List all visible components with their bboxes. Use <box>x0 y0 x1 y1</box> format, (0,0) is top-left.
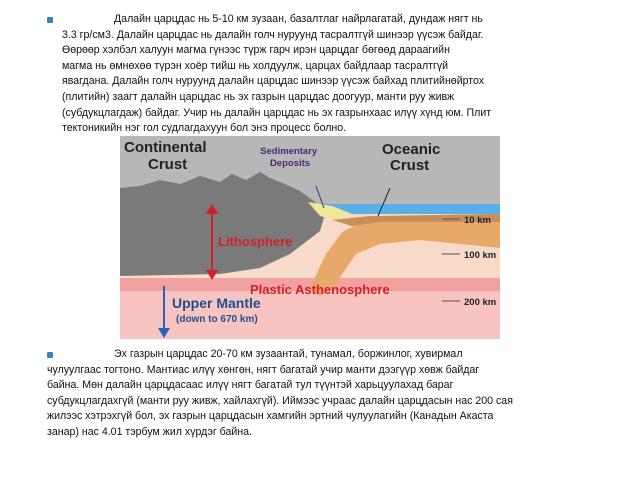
text-line: занар) нас 4.01 тэрбум жил хүрдэг байна. <box>47 425 252 438</box>
paragraph-continental-crust <box>47 347 513 441</box>
text-line: чулуулгаас тогтоно. Мантиас илүү хөнгөн, нягт багатай учир манти дээгүүр хөвж байдаг <box>47 363 480 376</box>
text-line: жилээс хэтрэхгүй бол, эх газрын царцдасын хамгийн эртний чулуулагийн (Канадын Акаста <box>47 410 494 423</box>
text-line: явагдана. Далайн голч нуруунд далайн царцдас шинээр үүсэж байхад плитийнөйртох <box>62 75 485 88</box>
plastic-asthenosphere-label: Plastic Asthenosphere <box>250 282 390 297</box>
depth-200km-label: 200 km <box>464 297 497 308</box>
sedimentary-deposits-label-line1: Sedimentary <box>260 146 318 157</box>
paragraph-oceanic-crust <box>62 12 491 137</box>
upper-mantle-label: Upper Mantle <box>172 295 261 311</box>
text-line: 3.3 гр/см3. Далайн царцдас нь далайн голч нуруунд тасралтгүй шинээр үүсэж байдаг. <box>62 28 484 41</box>
sedimentary-deposits-label-line2: Deposits <box>269 158 311 169</box>
depth-10km-label: 10 km <box>464 215 491 226</box>
depth-100km-label: 100 km <box>464 250 497 261</box>
diagram-svg <box>120 136 500 339</box>
oceanic-crust-label-line2: Crust <box>390 157 430 174</box>
upper-mantle-depth-label: (down to 670 km) <box>176 314 258 325</box>
text-line: Өөрөөр хэлбэл халуун магма гүнээс түрж гарч ирэн царцдаг бөгөөд дараагийн <box>62 44 450 57</box>
text-line: тектоникийн нэг гол судлагдахуун бол энэ процесс болно. <box>62 122 347 135</box>
text-line: Далайн царцдас нь 5-10 км зузаан, базалтлаг найрлагатай, дундаж нягт нь <box>114 13 483 25</box>
text-line: (плитийн) заагт далайн царцдас нь эх газрын царцдас доогуур, манти руу живж <box>62 90 455 103</box>
plate-tectonics-diagram <box>120 136 500 339</box>
bullet-marker-1 <box>47 17 53 23</box>
text-line: Эх газрын царцдас 20-70 км зузаантай, тунамал, боржинлог, хувирмал <box>114 348 463 360</box>
lithosphere-label: Lithosphere <box>218 234 293 249</box>
continental-crust-label-line1: Continental <box>124 139 207 156</box>
text-line: магма нь өмнөхөө түрэн хоёр тийш нь холдуулж, царцах байдлаар тасралтгүй <box>62 59 449 72</box>
continental-crust-label-line2: Crust <box>148 156 188 173</box>
oceanic-crust-label-line1: Oceanic <box>382 141 441 158</box>
text-line: (субдукцлагдаж) байдаг. Учир нь далайн царцдас нь эх газрынхаас илүү хүнд юм. Плит <box>62 106 492 119</box>
bullet-marker-2 <box>47 352 53 358</box>
text-line: байна. Мөн далайн царцдасаас илүү нягт багатай тул түүнтэй харьцуулахад бараг <box>47 379 454 392</box>
text-line: субдукцлагдахгүй (манти руу живж, хайлахгүй). Иймээс учраас далайн царцдасын нас 200 сая <box>47 394 513 407</box>
